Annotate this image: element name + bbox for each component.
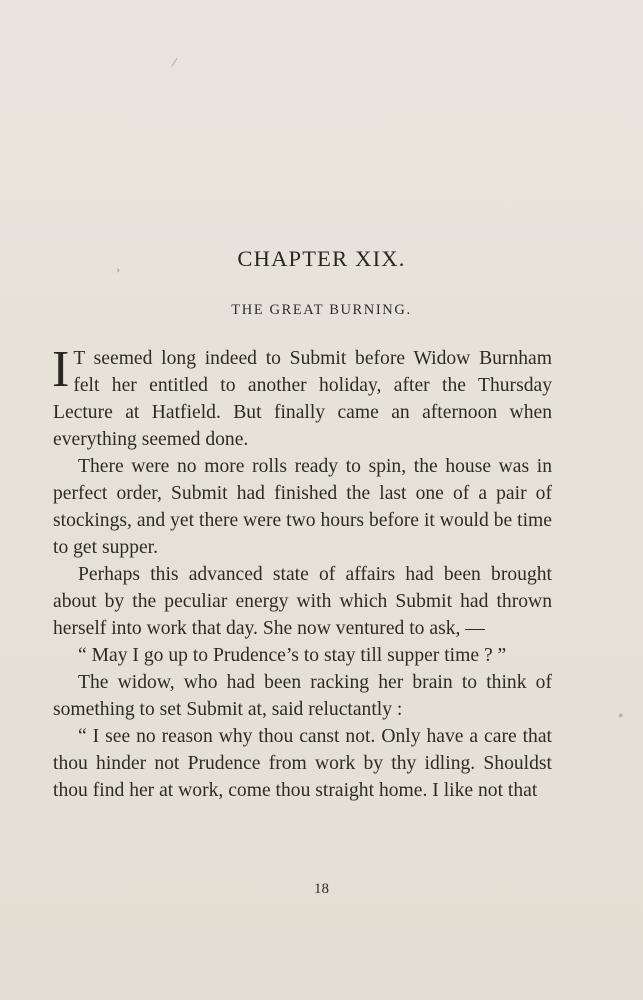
paragraph-text: T seemed long indeed to Submit before Widow Burnham felt her entitled to another holiday, after the Thursday Lecture at Hatfield. But finally came an afternoon when everything seemed done. — [53, 348, 552, 450]
paper-spot: • — [618, 708, 624, 725]
page-number: 18 — [314, 881, 329, 897]
paragraph — [52, 341, 552, 453]
chapter-title: CHAPTER XIX. — [237, 246, 406, 271]
paragraph: There were no more rolls ready to spin, the house was in perfect order, Submit had finished the last one of a pair of stockings, and yet there were two hours before it would be time to get supper. — [53, 456, 552, 558]
pencil-mark: / — [170, 55, 178, 72]
drop-cap: I — [52, 341, 70, 398]
paragraph: Perhaps this advanced state of affairs had been brought about by the peculiar energy with which Submit had thrown herself into work that day. She now ventured to ask, — — [53, 564, 552, 639]
paragraph: The widow, who had been racking her brain to think of something to set Submit at, said reluctantly : — [53, 672, 552, 720]
paragraph: “ May I go up to Prudence’s to stay till supper time ? ” — [78, 645, 507, 666]
body-text — [52, 341, 552, 804]
chapter-subtitle: THE GREAT BURNING. — [231, 302, 412, 318]
paragraph: “ I see no reason why thou canst not. Only have a care that thou hinder not Prudence from work by thy idling. Shouldst thou find her at work, come thou straight home. I like not that — [53, 726, 552, 801]
pencil-mark: › — [116, 262, 120, 276]
